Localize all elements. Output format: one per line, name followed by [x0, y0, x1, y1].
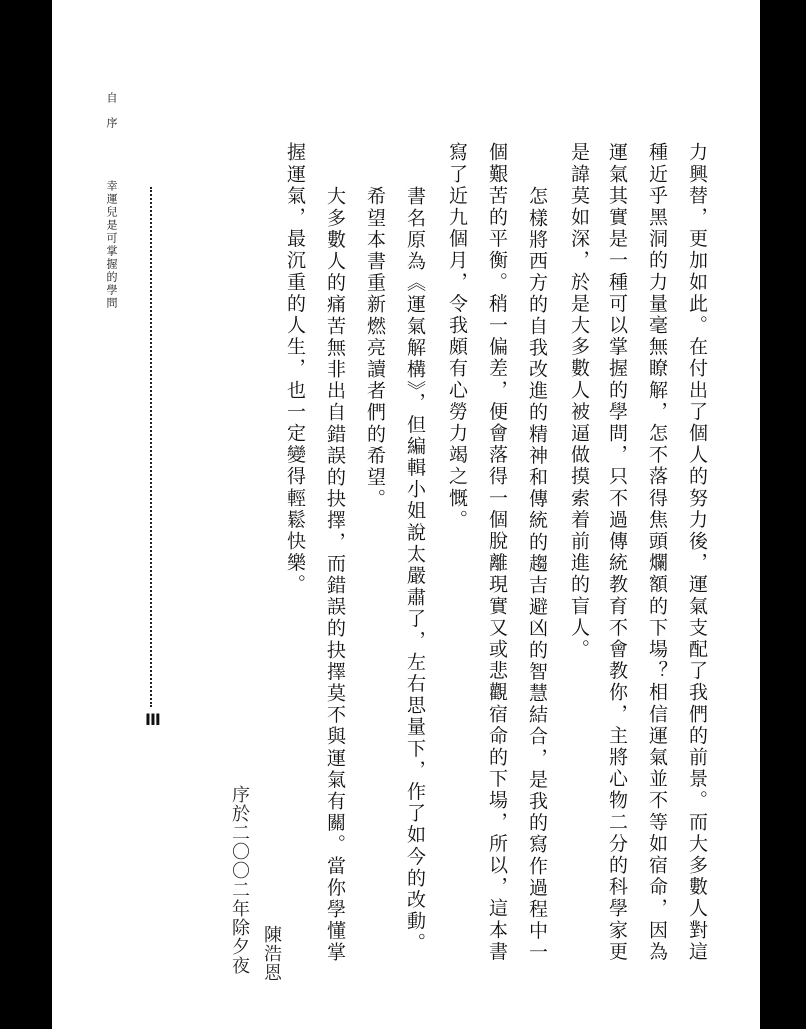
dotted-divider [150, 187, 152, 707]
text-column-6: 個艱苦的平衡。稍一偏差，便會落得一個脫離現實又或悲觀宿命的下場，所以，這本書 [486, 142, 508, 963]
text-column-4: 是諱莫如深，於是大多數人被逼做摸索着前進的盲人。 [568, 142, 590, 661]
text-column-10: 大多數人的痛苦無非出自錯誤的抉擇，而錯誤的抉擇莫不與運氣有關。當你學懂掌 [324, 186, 346, 964]
section-title: 幸運兒是可掌握的學問 [105, 180, 118, 310]
text-column-11: 握運氣，最沉重的人生，也一定變得輕鬆快樂。 [284, 142, 306, 596]
body-text [286, 142, 708, 982]
text-column-9: 希望本書重新燃亮讀者們的希望。 [364, 186, 386, 510]
signature-block [222, 785, 282, 995]
text-column-7: 寫了近九個月，令我頗有心勞力竭之慨。 [446, 142, 468, 531]
chapter-title: 自序 [105, 92, 118, 142]
book-page [52, 0, 760, 1029]
text-column-2: 種近乎黑洞的力量毫無瞭解，怎不落得焦頭爛額的下場？相信運氣並不等如宿命，因為 [646, 142, 668, 963]
text-column-5: 怎樣將西方的自我改進的精神和傳統的趨吉避凶的智慧結合，是我的寫作過程中一 [526, 186, 548, 964]
text-column-1: 力興替，更加如此。在付出了個人的努力後，運氣支配了我們的前景。而大多數人對這 [686, 142, 708, 963]
running-header [104, 92, 160, 729]
page-number: III [145, 710, 160, 729]
signature-date: 序於二〇〇二年除夕夜 [229, 785, 250, 975]
text-column-3: 運氣其實是一種可以掌握的學問，只不過傳統教育不會教你，主將心物二分的科學家更 [606, 142, 628, 963]
text-column-8: 書名原為《運氣解構》，但編輯小姐說太嚴肅了，左右思量下，作了如今的改動。 [404, 186, 426, 955]
author-name: 陳浩恩 [261, 925, 282, 982]
